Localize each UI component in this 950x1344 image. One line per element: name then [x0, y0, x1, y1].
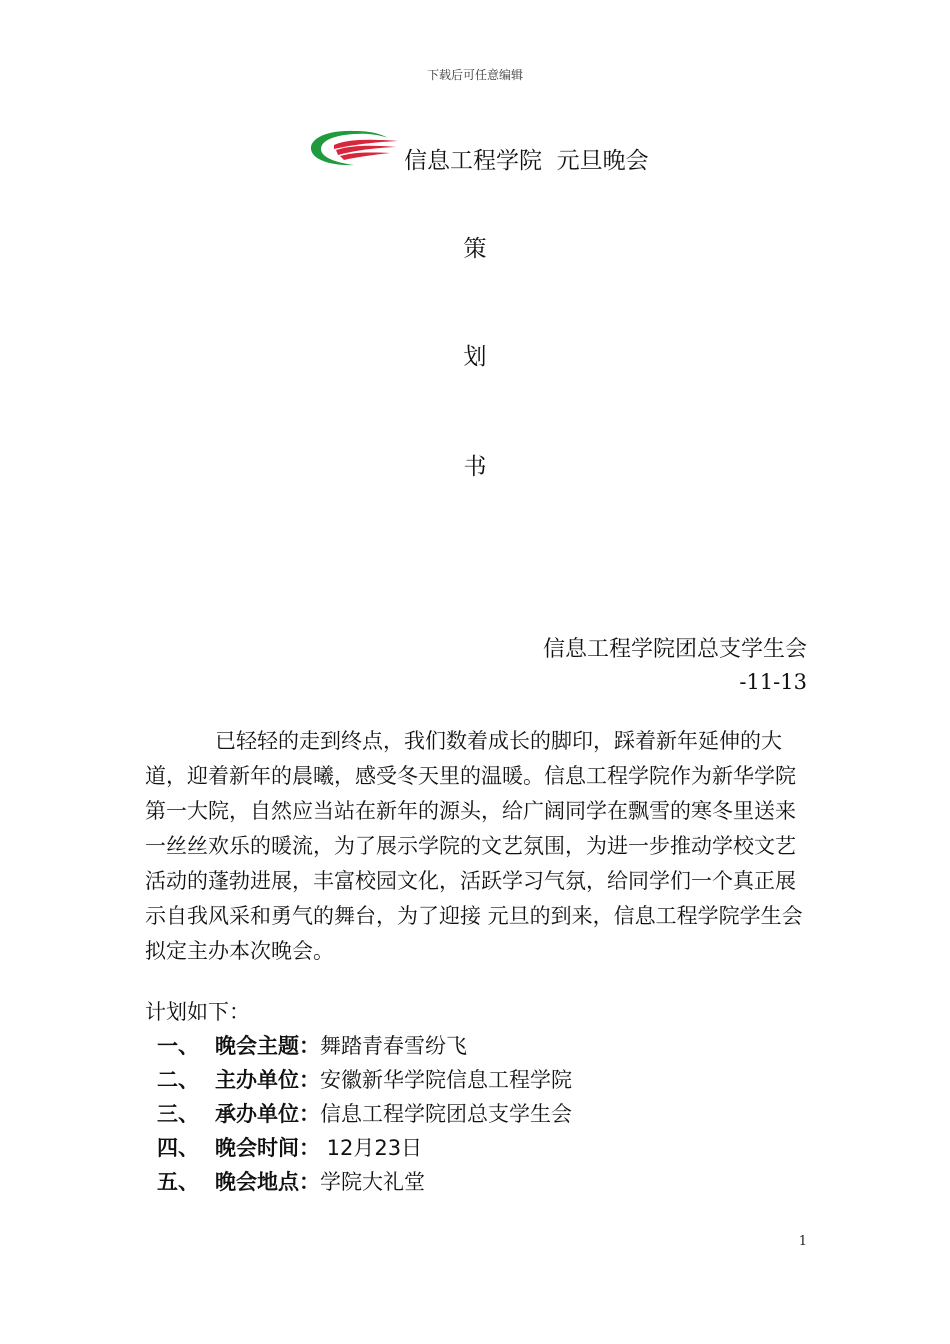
plan-item-label: 晚会时间： [215, 1136, 320, 1160]
plan-item-label: 晚会地点： [215, 1170, 320, 1194]
document-title: 信息工程学院 元旦晚会 [404, 148, 649, 174]
plan-item-number: 二、 [157, 1068, 199, 1092]
title-char-ce: 策 [463, 236, 487, 262]
plan-item-number: 四、 [157, 1136, 199, 1160]
document-date: -11-13 [739, 670, 807, 694]
title-char-hua: 划 [463, 344, 487, 370]
plan-item-value: 安徽新华学院信息工程学院 [320, 1068, 572, 1092]
plan-item-label: 主办单位： [215, 1068, 320, 1092]
header-note: 下载后可任意编辑 [426, 68, 523, 82]
plan-item-label: 承办单位： [215, 1102, 320, 1126]
title-char-shu: 书 [463, 454, 487, 480]
plan-item [157, 1064, 572, 1094]
college-swoosh-logo-icon [308, 128, 400, 168]
intro-paragraph: 已轻轻的走到终点，我们数着成长的脚印，踩着新年延伸的大道，迎着新年的晨曦，感受冬天里的温暖。信息工程学院作为新华学院第一大院，自然应当站在新年的源头，给广阔同学在飘雪的寒冬里送来一丝丝欢乐的暖流，为了展示学院的文艺氛围，为进一步推动学校文艺活动的蓬勃进展，丰富校园文化，活跃学习气氛，给同学们一个真正展示自我风采和勇气的舞台，为了迎接 元旦的到来，信息工程学院学生会拟定主办本次晚会。 [145, 729, 803, 963]
plan-item-value: 舞踏青春雪纷飞 [320, 1034, 467, 1058]
plan-label: 计划如下： [145, 1000, 250, 1024]
plan-item [157, 1166, 425, 1196]
organizer-name: 信息工程学院团总支学生会 [542, 637, 807, 662]
plan-item-value: 学院大礼堂 [320, 1170, 425, 1194]
plan-item-value: 信息工程学院团总支学生会 [320, 1102, 572, 1126]
plan-item [157, 1030, 467, 1060]
plan-item-number: 一、 [157, 1034, 199, 1058]
plan-item-value: 12月23日 [320, 1136, 423, 1160]
plan-item-label: 晚会主题： [215, 1034, 320, 1058]
plan-item [157, 1098, 572, 1128]
page-number: 1 [798, 1234, 807, 1249]
plan-item-number: 五、 [157, 1170, 199, 1194]
plan-item-number: 三、 [157, 1102, 199, 1126]
plan-item [157, 1132, 422, 1162]
